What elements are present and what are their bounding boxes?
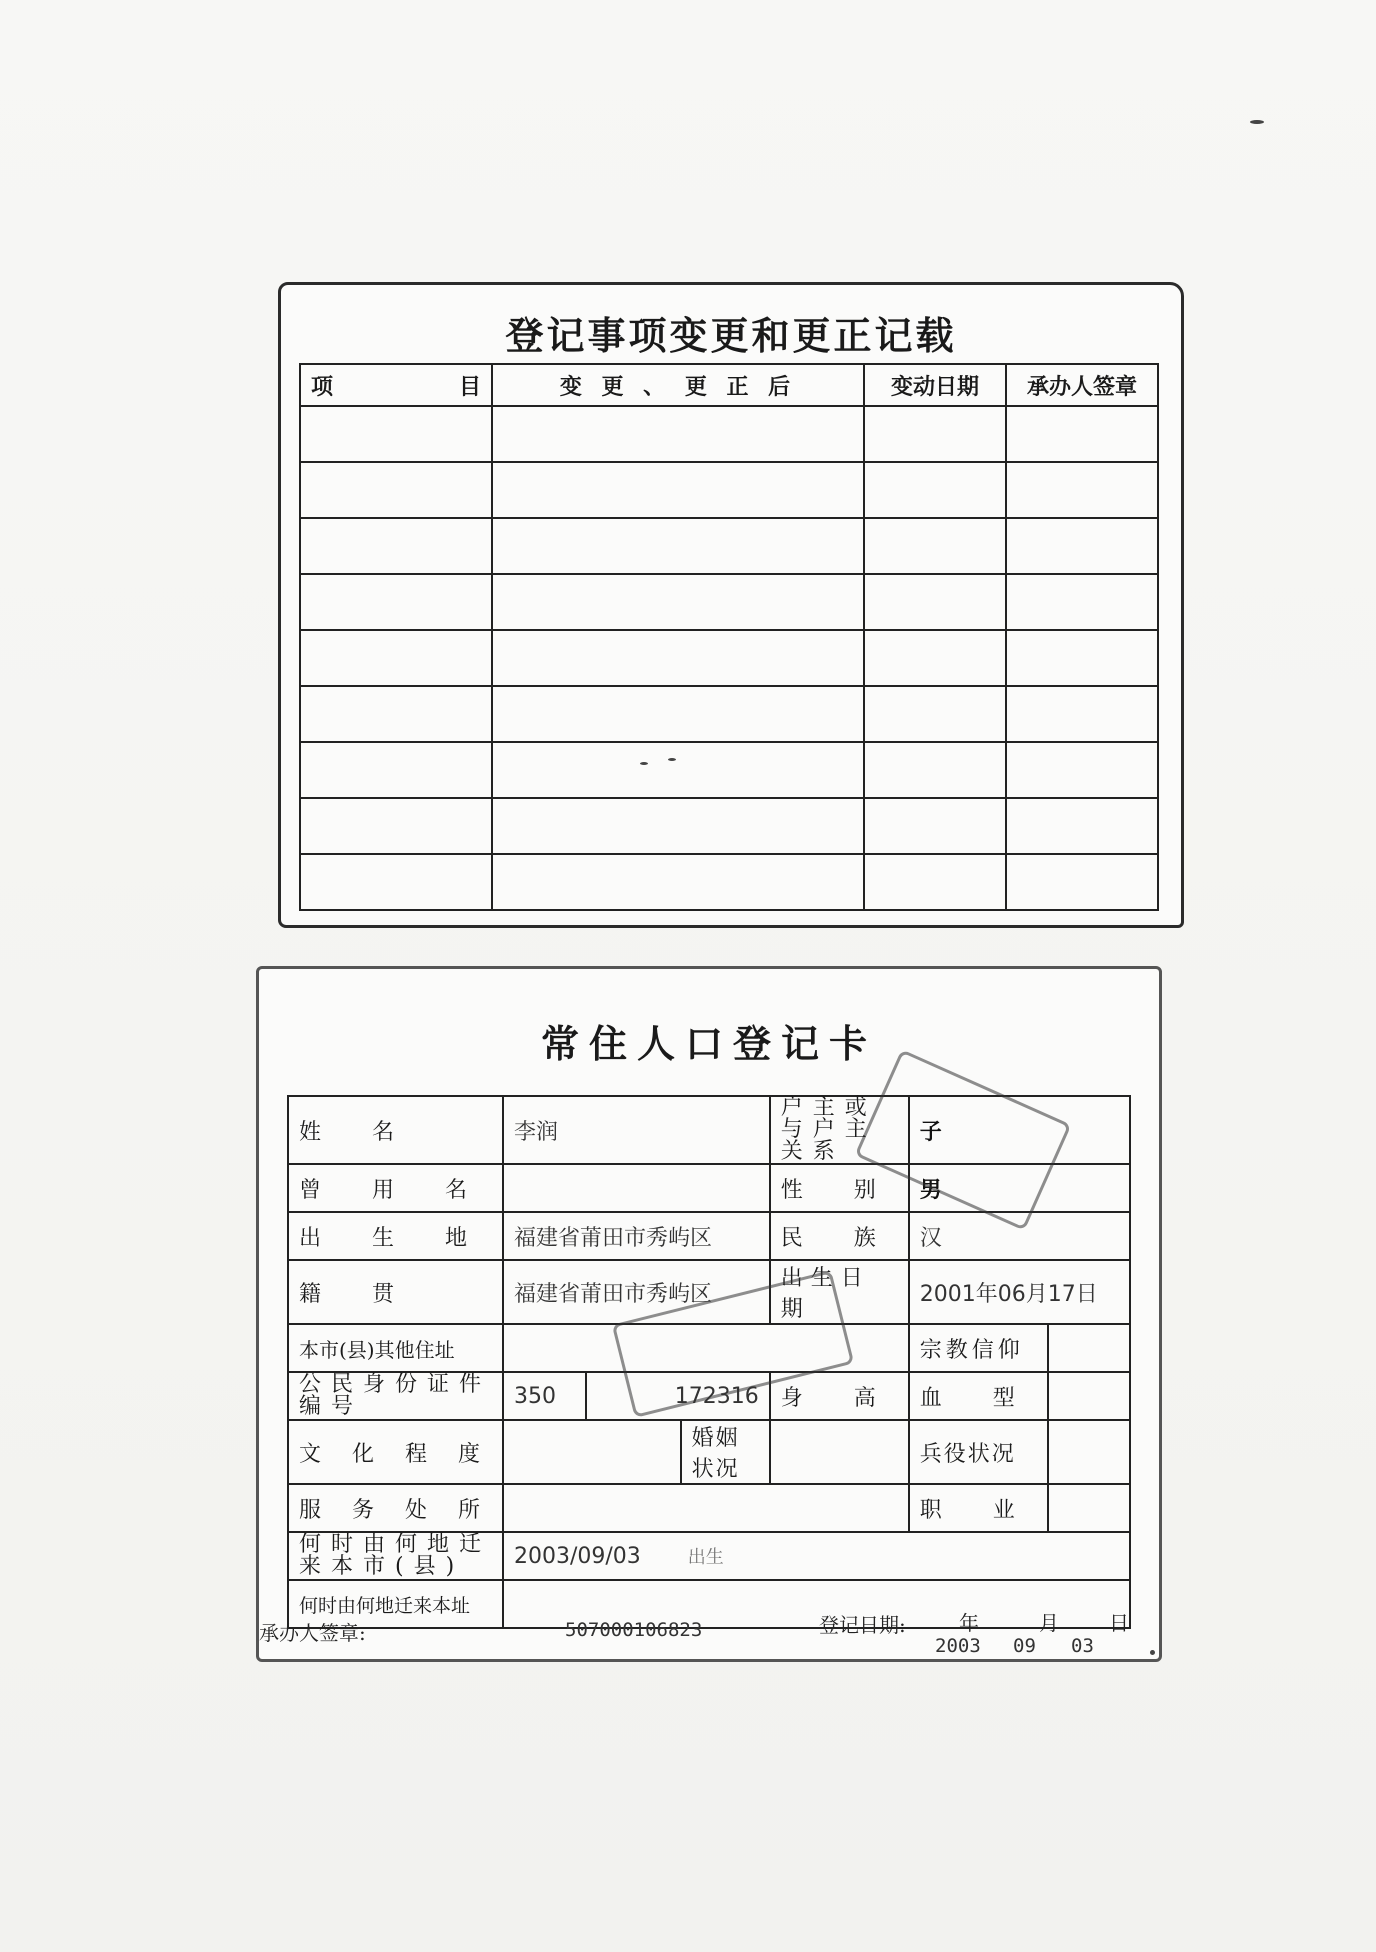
reg-date-day-label: 日 — [1109, 1611, 1129, 1635]
header-item-right: 目 — [458, 373, 481, 400]
row-workplace — [288, 1484, 1130, 1532]
education-label: 文 化 程 度 — [288, 1420, 503, 1484]
header-after: 变 更 、 更 正 后 — [492, 364, 864, 406]
birthplace-value: 福建省莆田市秀屿区 — [503, 1212, 770, 1260]
education-value — [503, 1420, 681, 1484]
ethnicity-label: 民 族 — [770, 1212, 909, 1260]
table-row — [300, 574, 1158, 630]
workplace-value — [503, 1484, 909, 1532]
table-row — [300, 854, 1158, 910]
workplace-label: 服 务 处 所 — [288, 1484, 503, 1532]
birthplace-label: 出 生 地 — [288, 1212, 503, 1260]
gender-value: 男 — [909, 1164, 1130, 1212]
header-item-left: 项 — [311, 373, 334, 400]
name-value: 李润 — [503, 1096, 770, 1164]
height-label: 身 高 — [770, 1372, 909, 1420]
religion-value — [1048, 1324, 1130, 1372]
change-record-title: 登记事项变更和更正记载 — [505, 313, 957, 358]
id-value-end: 172316 — [586, 1372, 769, 1420]
id-label: 公民身份证件编号 — [288, 1372, 503, 1420]
reg-date-month-label: 月 — [1039, 1611, 1059, 1635]
scan-speck — [1150, 1650, 1155, 1655]
ethnicity-value: 汉 — [909, 1212, 1130, 1260]
military-value — [1048, 1420, 1130, 1484]
marital-value — [770, 1420, 909, 1484]
native-place-value: 福建省莆田市秀屿区 — [503, 1260, 770, 1324]
signer-label: 承办人签章: — [259, 1621, 366, 1645]
table-row — [300, 630, 1158, 686]
military-label: 兵役状况 — [909, 1420, 1048, 1484]
scan-speck — [640, 762, 648, 765]
former-name-value — [503, 1164, 770, 1212]
table-row — [300, 798, 1158, 854]
reg-date-label: 登记日期: — [819, 1613, 906, 1637]
reg-date-year-label: 年 — [959, 1611, 979, 1635]
row-education — [288, 1420, 1130, 1484]
table-row — [300, 406, 1158, 462]
moved-in-value — [503, 1532, 1130, 1580]
marital-label: 婚姻状况 — [681, 1420, 770, 1484]
name-label: 姓 名 — [288, 1096, 503, 1164]
religion-label: 宗教信仰 — [909, 1324, 1048, 1372]
header-item — [300, 364, 492, 406]
blood-label: 血 型 — [909, 1372, 1048, 1420]
change-record-card — [278, 282, 1184, 928]
other-address-label: 本市(县)其他住址 — [288, 1324, 503, 1372]
moved-in-date: 2003/09/03 — [513, 1544, 641, 1569]
table-header-row — [300, 364, 1158, 406]
table-row — [300, 518, 1158, 574]
moved-in-label: 何时由何地迁来本市(县) — [288, 1532, 503, 1580]
occupation-value — [1048, 1484, 1130, 1532]
header-signer: 承办人签章 — [1006, 364, 1158, 406]
birthdate-value: 2001年06月17日 — [909, 1260, 1130, 1324]
relation-label: 户主或与户主关系 — [770, 1096, 909, 1164]
registration-title: 常住人口登记卡 — [540, 1021, 877, 1066]
blood-value — [1048, 1372, 1130, 1420]
scan-speck — [668, 758, 676, 761]
row-moved-in — [288, 1532, 1130, 1580]
moved-address-label: 何时由何地迁来本址 — [288, 1580, 503, 1628]
table-row — [300, 462, 1158, 518]
scan-speck — [1250, 120, 1264, 124]
table-row — [300, 686, 1158, 742]
gender-label: 性 别 — [770, 1164, 909, 1212]
native-place-label: 籍 贯 — [288, 1260, 503, 1324]
former-name-label: 曾 用 名 — [288, 1164, 503, 1212]
table-row — [300, 742, 1158, 798]
birthdate-label: 出生日期 — [770, 1260, 909, 1324]
row-moved-address — [288, 1580, 1130, 1628]
signer-number: 507000106823 — [565, 1619, 703, 1641]
moved-in-extra: 出生 — [687, 1547, 724, 1568]
id-value-start: 350 — [503, 1372, 586, 1420]
header-date: 变动日期 — [864, 364, 1006, 406]
reg-date-year: 2003 — [935, 1635, 981, 1657]
occupation-label: 职 业 — [909, 1484, 1048, 1532]
reg-date-day: 03 — [1071, 1635, 1094, 1657]
change-record-table — [299, 363, 1159, 911]
reg-date-month: 09 — [1013, 1635, 1036, 1657]
relation-value: 子 — [909, 1096, 1130, 1164]
